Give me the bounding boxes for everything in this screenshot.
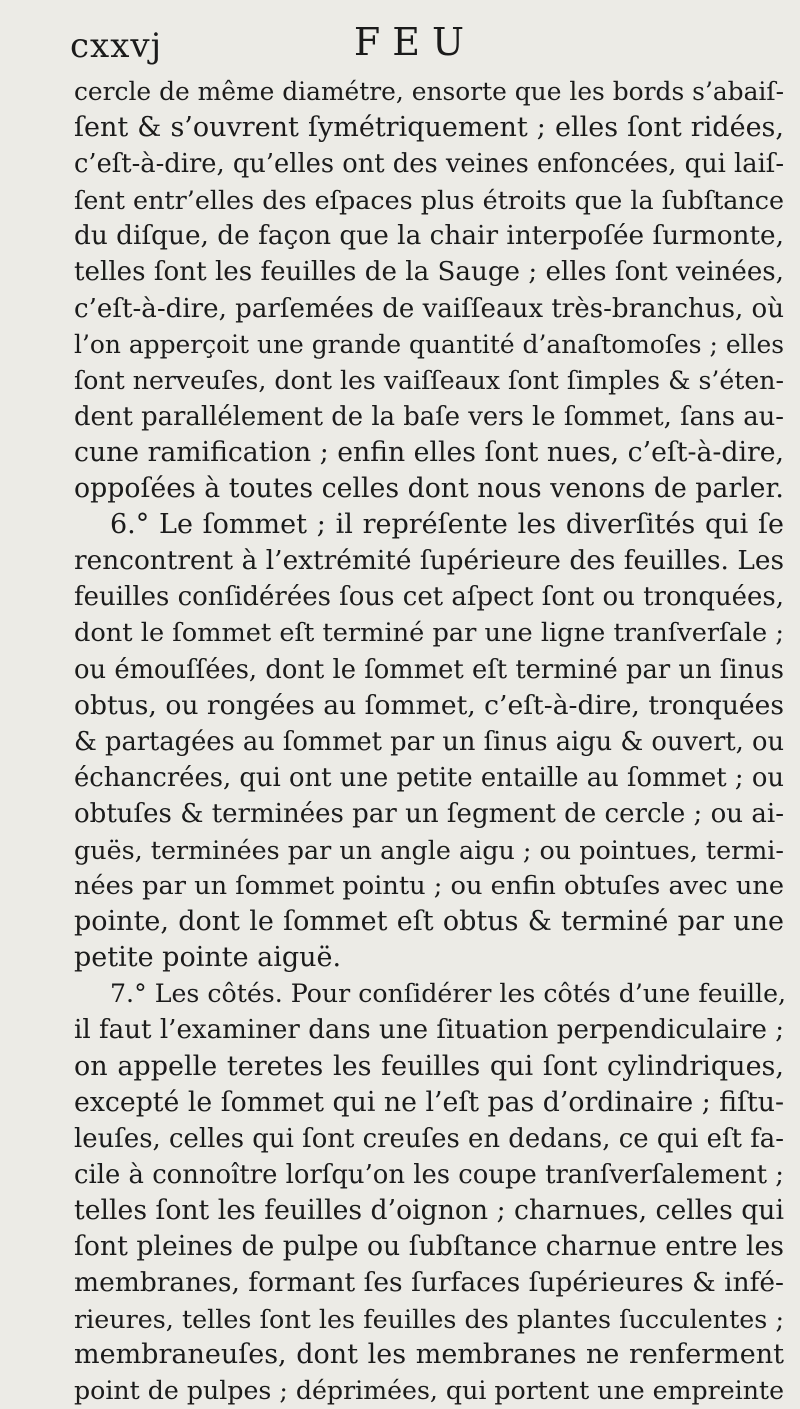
text-line: 6.° Le ſommet ; il repréſente les diverſités qui ſe xyxy=(110,509,784,541)
text-line: ſent entr’elles des eſpaces plus étroits que la ſubſtance xyxy=(74,185,784,216)
text-line: ſent & s’ouvrent ſymétriquement ; elles ſont ridées, xyxy=(74,112,784,144)
text-line: oppoſées à toutes celles dont nous venons de parler. xyxy=(74,473,784,505)
text-line: cile à connoître lorſqu’on les coupe tranſverſalement ; xyxy=(74,1159,784,1190)
text-line: telles ſont les feuilles de la Sauge ; elles ſont veinées, xyxy=(74,257,784,288)
text-line: membranes, formant ſes ſurfaces ſupérieures & infé- xyxy=(74,1267,784,1299)
text-line: obtus, ou rongées au ſommet, c’eſt-à-dire, tronquées xyxy=(74,689,784,721)
text-line: cune ramification ; enfin elles ſont nues, c’eſt-à-dire, xyxy=(74,436,784,468)
text-line: l’on apperçoit une grande quantité d’anaſtomoſes ; elles xyxy=(74,329,784,359)
text-line: point de pulpes ; déprimées, qui portent une empreinte xyxy=(74,1376,784,1406)
text-line: cercle de même diamétre, ensorte que les bords s’abaiſ- xyxy=(74,77,784,106)
text-line: c’eſt-à-dire, parſemées de vaiſſeaux très-branchus, où xyxy=(74,293,785,324)
text-line: ſont pleines de pulpe ou ſubſtance charnue entre les xyxy=(74,1231,785,1262)
text-line: leuſes, celles qui ſont creuſes en dedans, ce qui eſt fa- xyxy=(74,1123,784,1154)
running-head: FEU xyxy=(353,20,477,64)
text-line: rencontrent à l’extrémité ſupérieure des feuilles. Les xyxy=(74,546,784,577)
text-line: petite pointe aiguë. xyxy=(74,942,342,974)
text-line: telles ſont les feuilles d’oignon ; charnues, celles qui xyxy=(74,1194,784,1226)
text-line: 7.° Les côtés. Pour conſidérer les côtés d’une feuille, xyxy=(110,979,787,1009)
text-line: membraneuſes, dont les membranes ne renferment xyxy=(74,1339,784,1371)
page-number: cxxvj xyxy=(70,26,163,66)
text-line: excepté le ſommet qui ne l’eſt pas d’ordinaire ; fiſtu- xyxy=(74,1086,784,1118)
text-line: feuilles conſidérées ſous cet aſpect ſont ou tronquées, xyxy=(74,582,784,613)
text-line: & partagées au ſommet par un ſinus aigu & ouvert, ou xyxy=(74,726,784,757)
text-line: pointe, dont le ſommet eſt obtus & terminé par une xyxy=(74,906,784,938)
text-line: guës, terminées par un angle aigu ; ou pointues, termi- xyxy=(74,834,784,865)
text-line: dont le ſommet eſt terminé par une ligne tranſverſale ; xyxy=(74,618,784,649)
text-line: obtuſes & terminées par un ſegment de cercle ; ou ai- xyxy=(74,798,784,829)
body-text xyxy=(74,74,787,1409)
text-line: nées par un ſommet pointu ; ou enfin obtuſes avec une xyxy=(74,871,784,902)
text-line: échancrées, qui ont une petite entaille au ſommet ; ou xyxy=(74,762,784,793)
text-line: dent parallélement de la baſe vers le ſommet, ſans au- xyxy=(74,401,784,432)
text-line: rieures, telles ſont les feuilles des plantes ſucculentes ; xyxy=(74,1304,784,1335)
text-line: il faut l’examiner dans une ſituation perpendiculaire ; xyxy=(74,1015,784,1046)
text-line: ſont nerveuſes, dont les vaiſſeaux ſont ſimples & s’éten- xyxy=(74,365,784,395)
text-line: du diſque, de façon que la chair interpoſée ſurmonte, xyxy=(74,221,784,252)
text-line: c’eſt-à-dire, qu’elles ont des veines enfoncées, qui laiſ- xyxy=(74,149,784,180)
text-line: on appelle teretes les feuilles qui ſont cylindriques, xyxy=(74,1050,784,1082)
text-line: ou émouſſées, dont le ſommet eſt terminé par un ſinus xyxy=(74,654,784,685)
